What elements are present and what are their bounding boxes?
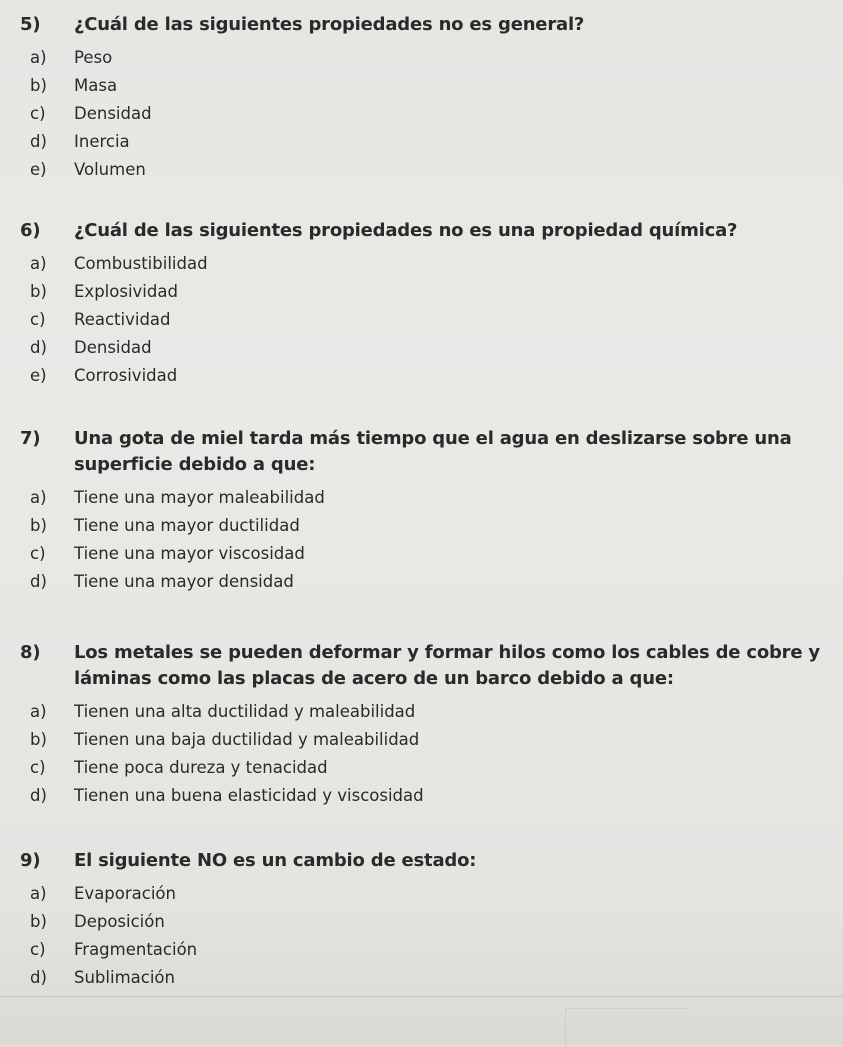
question-header [20, 12, 823, 38]
question-text: ¿Cuál de las siguientes propiedades no es general? [74, 14, 585, 35]
option-text: Evaporación [74, 884, 176, 903]
option-d[interactable] [20, 334, 823, 362]
answer-options [20, 880, 823, 992]
option-text: Peso [74, 48, 113, 67]
option-a[interactable] [20, 484, 823, 512]
option-d[interactable] [20, 128, 823, 156]
option-letter: c) [30, 758, 46, 777]
option-letter: c) [30, 104, 46, 123]
option-letter: a) [30, 254, 47, 273]
question-text: ¿Cuál de las siguientes propiedades no es una propiedad química? [74, 220, 738, 241]
option-b[interactable] [20, 72, 823, 100]
option-b[interactable] [20, 512, 823, 540]
answer-options [20, 44, 823, 184]
option-letter: a) [30, 884, 47, 903]
option-letter: b) [30, 76, 47, 95]
question-number: 8) [20, 642, 41, 663]
option-text: Tiene poca dureza y tenacidad [74, 758, 328, 777]
option-letter: d) [30, 572, 47, 591]
question-header [20, 426, 823, 478]
option-letter: d) [30, 132, 47, 151]
question-text: Los metales se pueden deformar y formar hilos como los cables de cobre y láminas como las placas de acero de un barco debido a que: [74, 642, 820, 689]
option-text: Sublimación [74, 968, 175, 987]
option-text: Corrosividad [74, 366, 178, 385]
option-letter: c) [30, 310, 46, 329]
option-text: Tiene una mayor maleabilidad [74, 488, 325, 507]
question-6 [20, 218, 823, 390]
question-number: 9) [20, 850, 41, 871]
option-letter: a) [30, 488, 47, 507]
option-letter: e) [30, 160, 47, 179]
option-text: Densidad [74, 104, 152, 123]
option-a[interactable] [20, 880, 823, 908]
option-text: Fragmentación [74, 940, 198, 959]
question-text: El siguiente NO es un cambio de estado: [74, 850, 477, 871]
option-d[interactable] [20, 964, 823, 992]
option-text: Tienen una alta ductilidad y maleabilidad [74, 702, 416, 721]
option-c[interactable] [20, 754, 823, 782]
option-text: Tienen una baja ductilidad y maleabilidad [74, 730, 420, 749]
option-letter: c) [30, 544, 46, 563]
option-text: Tiene una mayor viscosidad [74, 544, 305, 563]
option-a[interactable] [20, 250, 823, 278]
option-letter: b) [30, 912, 47, 931]
option-text: Densidad [74, 338, 152, 357]
option-b[interactable] [20, 908, 823, 936]
option-text: Tiene una mayor ductilidad [74, 516, 300, 535]
option-c[interactable] [20, 306, 823, 334]
option-a[interactable] [20, 44, 823, 72]
page-corner-box [565, 1008, 686, 1046]
question-9 [20, 848, 823, 992]
answer-options [20, 250, 823, 390]
page-divider [0, 996, 843, 997]
option-letter: a) [30, 48, 47, 67]
option-e[interactable] [20, 156, 823, 184]
option-d[interactable] [20, 782, 823, 810]
option-letter: b) [30, 516, 47, 535]
question-header [20, 218, 823, 244]
option-text: Tiene una mayor densidad [74, 572, 294, 591]
option-text: Deposición [74, 912, 165, 931]
option-text: Combustibilidad [74, 254, 208, 273]
option-e[interactable] [20, 362, 823, 390]
option-letter: d) [30, 338, 47, 357]
option-letter: c) [30, 940, 46, 959]
option-d[interactable] [20, 568, 823, 596]
answer-options [20, 698, 823, 810]
option-letter: e) [30, 366, 47, 385]
option-letter: a) [30, 702, 47, 721]
question-8 [20, 640, 823, 810]
question-header [20, 848, 823, 874]
question-number: 6) [20, 220, 41, 241]
option-c[interactable] [20, 936, 823, 964]
answer-options [20, 484, 823, 596]
question-number: 5) [20, 14, 41, 35]
option-text: Volumen [74, 160, 146, 179]
option-letter: d) [30, 786, 47, 805]
option-a[interactable] [20, 698, 823, 726]
question-5 [20, 12, 823, 184]
option-letter: b) [30, 282, 47, 301]
question-text: Una gota de miel tarda más tiempo que el agua en deslizarse sobre una superficie debido a que: [74, 428, 792, 475]
option-b[interactable] [20, 278, 823, 306]
option-text: Masa [74, 76, 118, 95]
option-text: Inercia [74, 132, 130, 151]
question-number: 7) [20, 428, 41, 449]
option-letter: d) [30, 968, 47, 987]
option-b[interactable] [20, 726, 823, 754]
option-text: Tienen una buena elasticidad y viscosidad [74, 786, 424, 805]
option-letter: b) [30, 730, 47, 749]
option-c[interactable] [20, 100, 823, 128]
option-c[interactable] [20, 540, 823, 568]
option-text: Reactividad [74, 310, 171, 329]
question-7 [20, 426, 823, 596]
option-text: Explosividad [74, 282, 178, 301]
question-header [20, 640, 823, 692]
